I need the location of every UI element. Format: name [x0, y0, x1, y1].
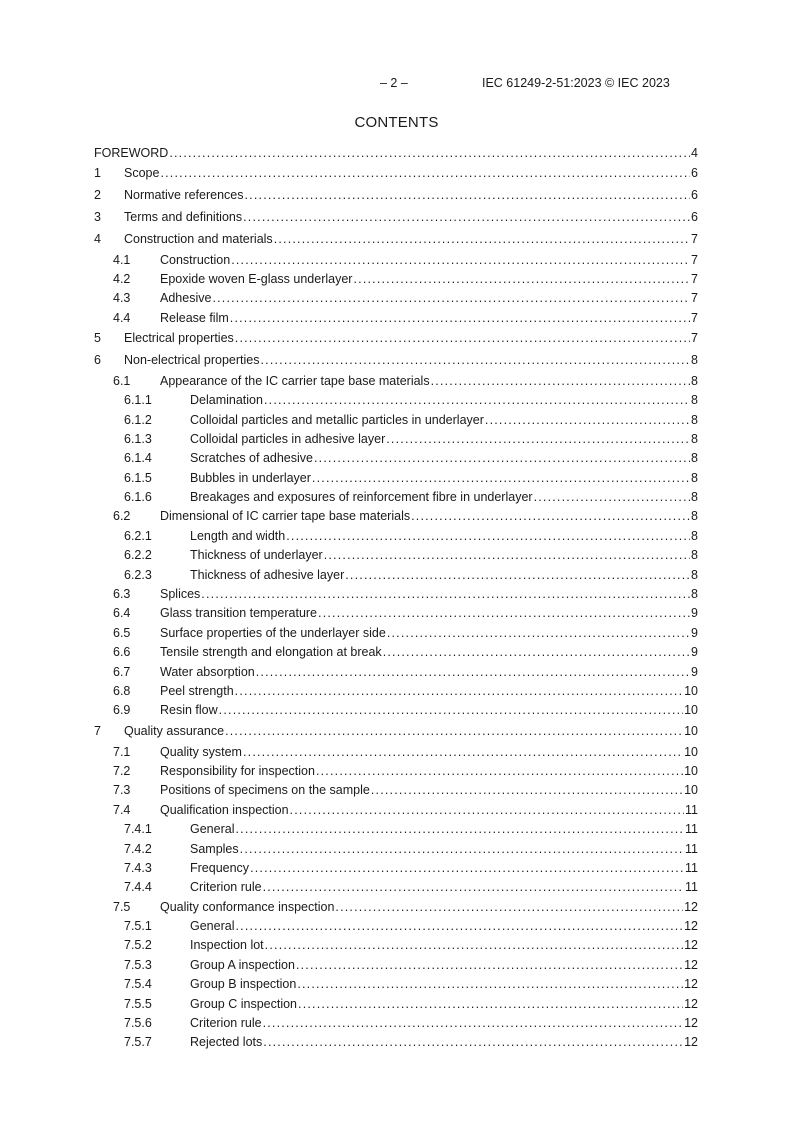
toc-entry-title[interactable]: Delamination [190, 391, 264, 410]
toc-entry-line [124, 163, 698, 185]
toc-entry[interactable] [94, 185, 698, 207]
toc-entry[interactable] [94, 643, 698, 662]
toc-entry-line [94, 144, 698, 163]
toc-entry-title[interactable]: Group A inspection [190, 956, 296, 975]
document-id: IEC 61249-2-51:2023 © IEC 2023 [482, 76, 670, 90]
toc-entry-number: 6.1.2 [124, 412, 152, 427]
toc-entry-title[interactable]: Non-electrical properties [124, 350, 260, 372]
toc-entry[interactable] [94, 878, 698, 897]
dot-leader [431, 372, 690, 391]
toc-entry-line [190, 430, 698, 449]
toc-entry-line [160, 762, 698, 781]
toc-entry-number: 4.4 [113, 310, 131, 325]
toc-entry-page[interactable]: 12 [683, 917, 698, 936]
toc-entry-page[interactable]: 11 [684, 878, 698, 897]
toc-entry-title[interactable]: Adhesive [160, 289, 212, 308]
toc-entry-page[interactable]: 8 [690, 430, 698, 449]
toc-entry-line [124, 229, 698, 251]
dot-leader [235, 328, 690, 350]
toc-entry[interactable] [94, 411, 698, 430]
toc-entry-title[interactable]: Surface properties of the underlayer side [160, 624, 387, 643]
toc-entry[interactable] [94, 207, 698, 229]
toc-entry-number: 7.4.3 [124, 860, 152, 875]
dot-leader [225, 721, 683, 743]
dot-leader [411, 507, 690, 526]
toc-entry-number: 7.3 [113, 783, 131, 798]
toc-entry-number: 6.6 [113, 645, 131, 660]
toc-entry-page[interactable]: 7 [690, 328, 698, 350]
dot-leader [260, 350, 690, 372]
toc-entry-line [160, 898, 698, 917]
toc-entry-page[interactable]: 6 [690, 207, 698, 229]
toc-entry-line [190, 488, 698, 507]
toc-entry-title[interactable]: Appearance of the IC carrier tape base materials [160, 372, 431, 391]
toc-entry[interactable] [94, 144, 698, 163]
toc-entry-number: 6.1.6 [124, 490, 152, 505]
toc-entry-page[interactable]: 10 [683, 701, 698, 720]
toc-entry-line [190, 820, 698, 839]
toc-entry-line [160, 743, 698, 762]
toc-entry-title[interactable]: Release film [160, 309, 230, 328]
table-of-contents [94, 144, 698, 1053]
toc-entry-title[interactable]: General [190, 917, 235, 936]
toc-entry-number: 7.1 [113, 744, 131, 759]
toc-entry-line [160, 643, 698, 662]
toc-entry-page[interactable]: 11 [684, 820, 698, 839]
dot-leader [235, 820, 684, 839]
toc-entry-number: 6.8 [113, 683, 131, 698]
toc-entry[interactable] [94, 762, 698, 781]
toc-entry[interactable] [94, 391, 698, 410]
toc-entry-title[interactable]: Breakages and exposures of reinforcement fibre in underlayer [190, 488, 534, 507]
toc-entry-number: 6.1.4 [124, 451, 152, 466]
dot-leader [243, 207, 690, 229]
dot-leader [297, 975, 683, 994]
toc-entry-page[interactable]: 7 [690, 309, 698, 328]
toc-entry[interactable] [94, 163, 698, 185]
toc-entry-line [124, 328, 698, 350]
toc-entry-line [190, 975, 698, 994]
toc-entry-line [160, 701, 698, 720]
toc-entry-number: 4 [94, 231, 101, 246]
toc-entry-number: 6.2.3 [124, 567, 152, 582]
dot-leader [219, 701, 683, 720]
toc-entry-line [190, 1033, 698, 1052]
dot-leader [296, 956, 683, 975]
toc-entry[interactable] [94, 956, 698, 975]
toc-entry-page[interactable]: 11 [684, 840, 698, 859]
toc-entry-number: 4.2 [113, 271, 131, 286]
toc-entry-page[interactable]: 12 [683, 956, 698, 975]
toc-entry-number: 5 [94, 331, 101, 346]
toc-entry-page[interactable]: 6 [690, 163, 698, 185]
toc-entry[interactable] [94, 820, 698, 839]
dot-leader [316, 762, 683, 781]
toc-entry-title[interactable]: Thickness of adhesive layer [190, 566, 345, 585]
toc-entry[interactable] [94, 663, 698, 682]
toc-entry-number: 6.1.5 [124, 470, 152, 485]
dot-leader [353, 270, 690, 289]
toc-entry-number: 7.4.2 [124, 841, 152, 856]
toc-entry-page[interactable]: 8 [690, 411, 698, 430]
toc-entry[interactable] [94, 270, 698, 289]
toc-entry-number: 7.5.7 [124, 1035, 152, 1050]
dot-leader [250, 859, 684, 878]
dot-leader [201, 585, 690, 604]
toc-entry-title[interactable]: Scratches of adhesive [190, 449, 314, 468]
toc-entry-number: 6.1 [113, 373, 131, 388]
toc-entry[interactable] [94, 251, 698, 270]
toc-entry-title[interactable]: Responsibility for inspection [160, 762, 316, 781]
toc-entry-page[interactable]: 12 [683, 1033, 698, 1052]
toc-entry[interactable] [94, 507, 698, 526]
toc-entry[interactable] [94, 743, 698, 762]
toc-entry-number: 6.2.2 [124, 548, 152, 563]
toc-entry-title[interactable]: Dimensional of IC carrier tape base materials [160, 507, 411, 526]
toc-entry-page[interactable]: 8 [690, 566, 698, 585]
toc-entry-number: 6.1.1 [124, 393, 152, 408]
toc-entry-number: 7.4.4 [124, 880, 152, 895]
toc-entry[interactable] [94, 801, 698, 820]
dot-leader [324, 546, 690, 565]
dot-leader [160, 163, 690, 185]
toc-entry-title[interactable]: Epoxide woven E-glass underlayer [160, 270, 353, 289]
toc-entry-number: 7.4 [113, 802, 131, 817]
toc-entry-line [124, 207, 698, 229]
toc-entry-title[interactable]: Group B inspection [190, 975, 297, 994]
toc-entry-title[interactable]: Bubbles in underlayer [190, 469, 312, 488]
toc-entry-line [160, 372, 698, 391]
toc-entry-title[interactable]: Criterion rule [190, 1014, 263, 1033]
toc-entry-title[interactable]: Tensile strength and elongation at break [160, 643, 383, 662]
toc-entry-page[interactable]: 4 [690, 144, 698, 163]
toc-entry-number: 6.2.1 [124, 528, 152, 543]
dot-leader [286, 527, 690, 546]
toc-entry-title[interactable]: Splices [160, 585, 201, 604]
dot-leader [263, 1014, 684, 1033]
toc-entry-page[interactable]: 10 [683, 721, 698, 743]
page-title: CONTENTS [354, 114, 439, 131]
dot-leader [485, 411, 690, 430]
dot-leader [263, 1033, 683, 1052]
toc-entry[interactable] [94, 328, 698, 350]
toc-entry-title[interactable]: Resin flow [160, 701, 219, 720]
toc-entry-line [190, 1014, 698, 1033]
toc-entry-number: 7.5.3 [124, 957, 152, 972]
dot-leader [265, 936, 683, 955]
toc-entry-page[interactable]: 8 [690, 527, 698, 546]
toc-entry-page[interactable]: 12 [683, 898, 698, 917]
toc-entry-number: 7.2 [113, 763, 131, 778]
toc-entry-page[interactable]: 9 [690, 663, 698, 682]
toc-entry-number: 7.4.1 [124, 822, 152, 837]
toc-entry-number: 6 [94, 352, 101, 367]
toc-entry[interactable] [94, 604, 698, 623]
toc-entry[interactable] [94, 840, 698, 859]
page-number: – 2 – [380, 76, 408, 90]
toc-entry[interactable] [94, 430, 698, 449]
toc-entry-line [160, 507, 698, 526]
toc-entry[interactable] [94, 975, 698, 994]
toc-entry-line [190, 411, 698, 430]
toc-entry-line [160, 251, 698, 270]
toc-entry-number: 4.3 [113, 291, 131, 306]
toc-entry-number: 6.2 [113, 509, 131, 524]
dot-leader [298, 995, 683, 1014]
toc-entry-page[interactable]: 7 [690, 270, 698, 289]
toc-entry-number: 6.9 [113, 703, 131, 718]
dot-leader [274, 229, 690, 251]
toc-entry-title[interactable]: Normative references [124, 185, 245, 207]
toc-entry-line [190, 566, 698, 585]
toc-entry-line [190, 936, 698, 955]
toc-entry-number: 7.5 [113, 899, 131, 914]
toc-entry-title[interactable]: Positions of specimens on the sample [160, 781, 371, 800]
toc-entry-page[interactable]: 8 [690, 488, 698, 507]
toc-entry-number: 7 [94, 723, 101, 738]
toc-entry-title[interactable]: Qualification inspection [160, 801, 290, 820]
toc-entry-page[interactable]: 12 [683, 975, 698, 994]
toc-entry-line [160, 781, 698, 800]
toc-entry-page[interactable]: 8 [690, 350, 698, 372]
toc-entry[interactable] [94, 546, 698, 565]
toc-entry-title[interactable]: Samples [190, 840, 240, 859]
toc-entry[interactable] [94, 898, 698, 917]
toc-entry-line [190, 546, 698, 565]
toc-entry-line [160, 289, 698, 308]
dot-leader [534, 488, 690, 507]
toc-entry-number: 6.3 [113, 587, 131, 602]
toc-entry-page[interactable]: 11 [684, 859, 698, 878]
dot-leader [386, 430, 690, 449]
dot-leader [231, 251, 690, 270]
dot-leader [230, 309, 690, 328]
toc-entry-title[interactable]: Colloidal particles and metallic particles in underlayer [190, 411, 485, 430]
toc-entry-title[interactable]: Quality system [160, 743, 243, 762]
toc-entry-title[interactable]: Water absorption [160, 663, 256, 682]
toc-entry-line [190, 840, 698, 859]
toc-entry-page[interactable]: 10 [683, 762, 698, 781]
toc-entry-title[interactable]: FOREWORD [94, 144, 169, 163]
toc-entry-page[interactable]: 8 [690, 585, 698, 604]
toc-entry[interactable] [94, 781, 698, 800]
toc-entry-number: 2 [94, 188, 101, 203]
dot-leader [245, 185, 691, 207]
toc-entry-line [124, 350, 698, 372]
toc-entry-page[interactable]: 10 [683, 682, 698, 701]
dot-leader [264, 391, 690, 410]
toc-entry-line [190, 956, 698, 975]
toc-entry-title[interactable]: Rejected lots [190, 1033, 263, 1052]
toc-entry-number: 7.5.5 [124, 996, 152, 1011]
dot-leader [383, 643, 690, 662]
toc-entry-title[interactable]: Electrical properties [124, 328, 235, 350]
toc-entry-number: 6.4 [113, 606, 131, 621]
toc-entry-line [160, 682, 698, 701]
toc-entry[interactable] [94, 449, 698, 468]
toc-entry[interactable] [94, 309, 698, 328]
toc-entry[interactable] [94, 350, 698, 372]
toc-entry-title[interactable]: Glass transition temperature [160, 604, 318, 623]
toc-entry[interactable] [94, 936, 698, 955]
toc-entry-title[interactable]: Scope [124, 163, 160, 185]
toc-entry[interactable] [94, 527, 698, 546]
toc-entry-line [124, 185, 698, 207]
dot-leader [371, 781, 683, 800]
toc-entry-title[interactable]: Inspection lot [190, 936, 265, 955]
toc-entry-number: 4.1 [113, 252, 131, 267]
toc-entry-page[interactable]: 12 [683, 995, 698, 1014]
dot-leader [314, 449, 690, 468]
toc-entry-line [190, 917, 698, 936]
toc-entry-page[interactable]: 7 [690, 251, 698, 270]
dot-leader [235, 917, 683, 936]
toc-entry[interactable] [94, 488, 698, 507]
toc-entry-title[interactable]: Thickness of underlayer [190, 546, 324, 565]
toc-entry-page[interactable]: 8 [690, 469, 698, 488]
toc-entry[interactable] [94, 859, 698, 878]
toc-entry-line [124, 721, 698, 743]
dot-leader [212, 289, 690, 308]
toc-entry-page[interactable]: 8 [690, 546, 698, 565]
dot-leader [387, 624, 690, 643]
toc-entry[interactable] [94, 1014, 698, 1033]
toc-entry-page[interactable]: 8 [690, 372, 698, 391]
toc-entry-line [160, 309, 698, 328]
toc-entry-page[interactable]: 8 [690, 391, 698, 410]
toc-entry[interactable] [94, 469, 698, 488]
toc-entry[interactable] [94, 229, 698, 251]
toc-entry[interactable] [94, 289, 698, 308]
toc-entry[interactable] [94, 721, 698, 743]
toc-entry-line [190, 391, 698, 410]
toc-entry[interactable] [94, 566, 698, 585]
toc-entry-page[interactable]: 7 [690, 289, 698, 308]
toc-entry-page[interactable]: 9 [690, 604, 698, 623]
dot-leader [240, 840, 684, 859]
toc-entry[interactable] [94, 682, 698, 701]
toc-entry[interactable] [94, 1033, 698, 1052]
toc-entry-line [160, 663, 698, 682]
toc-entry-line [160, 585, 698, 604]
toc-entry-page[interactable]: 8 [690, 507, 698, 526]
toc-entry-title[interactable]: Criterion rule [190, 878, 263, 897]
toc-entry-number: 6.1.3 [124, 431, 152, 446]
toc-entry-title[interactable]: Construction and materials [124, 229, 274, 251]
toc-entry-number: 1 [94, 166, 101, 181]
toc-entry-line [190, 995, 698, 1014]
dot-leader [169, 144, 690, 163]
toc-entry-line [190, 527, 698, 546]
toc-entry-title[interactable]: Terms and definitions [124, 207, 243, 229]
toc-entry-number: 7.5.2 [124, 938, 152, 953]
toc-entry[interactable] [94, 585, 698, 604]
dot-leader [318, 604, 690, 623]
toc-entry-page[interactable]: 6 [690, 185, 698, 207]
toc-entry-number: 6.7 [113, 664, 131, 679]
toc-entry-title[interactable]: Frequency [190, 859, 250, 878]
toc-entry-title[interactable]: General [190, 820, 235, 839]
toc-entry-title[interactable]: Group C inspection [190, 995, 298, 1014]
dot-leader [345, 566, 690, 585]
toc-entry[interactable] [94, 624, 698, 643]
toc-entry-title[interactable]: Quality assurance [124, 721, 225, 743]
toc-entry[interactable] [94, 372, 698, 391]
toc-entry-page[interactable]: 11 [684, 801, 698, 820]
toc-entry-page[interactable]: 7 [690, 229, 698, 251]
toc-entry-page[interactable]: 9 [690, 624, 698, 643]
dot-leader [290, 801, 684, 820]
toc-entry-title[interactable]: Construction [160, 251, 231, 270]
toc-entry-page[interactable]: 12 [683, 936, 698, 955]
toc-entry-line [190, 859, 698, 878]
dot-leader [312, 469, 690, 488]
toc-entry-line [160, 604, 698, 623]
toc-entry-title[interactable]: Quality conformance inspection [160, 898, 335, 917]
toc-entry-line [160, 624, 698, 643]
dot-leader [235, 682, 683, 701]
toc-entry-title[interactable]: Colloidal particles in adhesive layer [190, 430, 386, 449]
toc-entry-number: 7.5.6 [124, 1016, 152, 1031]
dot-leader [263, 878, 684, 897]
toc-entry-number: 3 [94, 209, 101, 224]
toc-entry-line [190, 449, 698, 468]
toc-entry-page[interactable]: 10 [683, 743, 698, 762]
toc-entry-page[interactable]: 10 [683, 781, 698, 800]
toc-entry-line [190, 878, 698, 897]
toc-entry-number: 6.5 [113, 625, 131, 640]
toc-entry-page[interactable]: 8 [690, 449, 698, 468]
toc-entry-number: 7.5.4 [124, 977, 152, 992]
toc-entry-page[interactable]: 12 [683, 1014, 698, 1033]
toc-entry-line [160, 270, 698, 289]
toc-entry-title[interactable]: Peel strength [160, 682, 235, 701]
dot-leader [335, 898, 683, 917]
toc-entry[interactable] [94, 995, 698, 1014]
toc-entry-line [160, 801, 698, 820]
toc-entry-title[interactable]: Length and width [190, 527, 286, 546]
toc-entry[interactable] [94, 917, 698, 936]
toc-entry-number: 7.5.1 [124, 919, 152, 934]
dot-leader [256, 663, 690, 682]
toc-entry-page[interactable]: 9 [690, 643, 698, 662]
toc-entry[interactable] [94, 701, 698, 720]
toc-entry-line [190, 469, 698, 488]
dot-leader [243, 743, 683, 762]
